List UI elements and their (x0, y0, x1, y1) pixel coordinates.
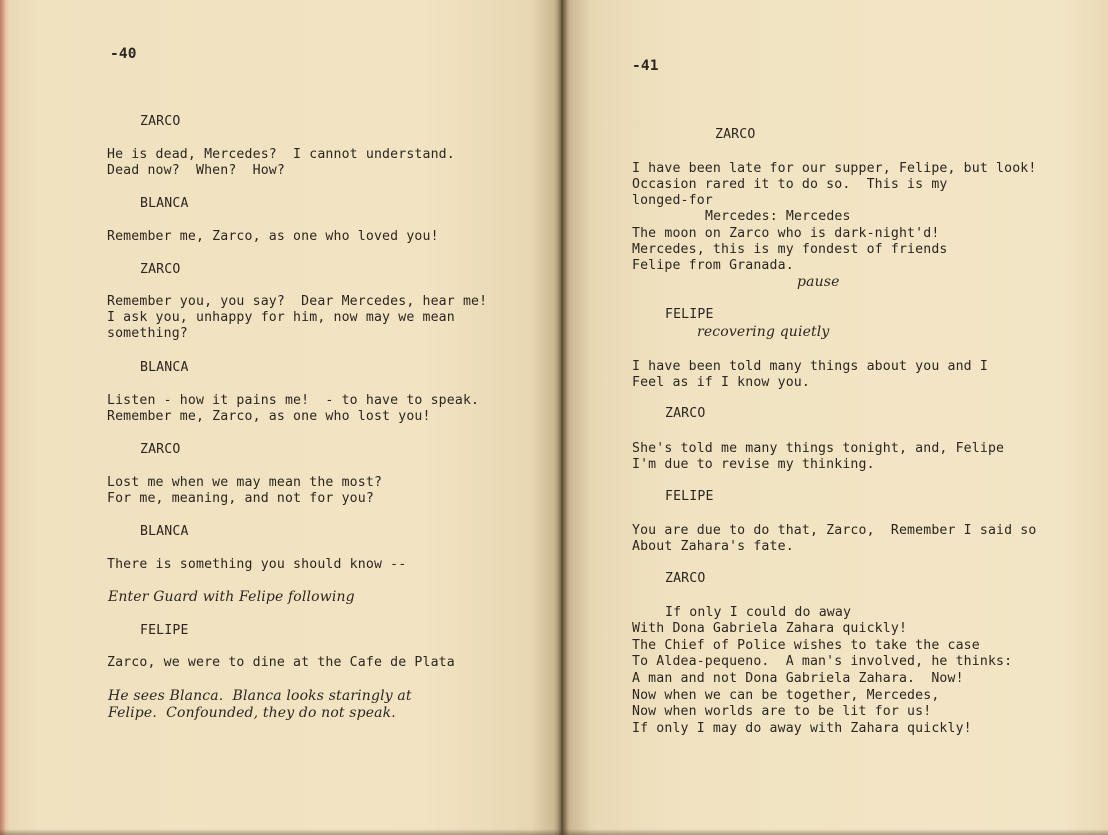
dialogue-line: He is dead, Mercedes? I cannot understand. (107, 147, 455, 162)
page-bottom-edge (0, 829, 1108, 835)
speaker-name: ZARCO (140, 262, 181, 277)
dialogue-line: Listen - how it pains me! - to have to speak. (107, 393, 480, 408)
stage-direction: He sees Blanca. Blanca looks staringly at (108, 688, 412, 704)
dialogue-line: About Zahara's fate. (632, 539, 794, 554)
dialogue-line: Mercedes: Mercedes (705, 209, 851, 224)
dialogue-line: Remember you, you say? Dear Mercedes, hear me! (107, 294, 488, 309)
dialogue-line: Zarco, we were to dine at the Cafe de Plata (107, 655, 455, 670)
speaker-name: BLANCA (140, 524, 189, 539)
speaker-name: ZARCO (140, 442, 181, 457)
dialogue-line: I have been told many things about you and I (632, 359, 988, 374)
dialogue-line: I ask you, unhappy for him, now may we mean (107, 310, 455, 325)
dialogue-line: There is something you should know -- (107, 557, 407, 572)
stage-direction: Enter Guard with Felipe following (108, 589, 355, 605)
dialogue-line: longed-for (632, 193, 713, 208)
dialogue-line: Mercedes, this is my fondest of friends (632, 242, 948, 257)
speaker-name: FELIPE (140, 623, 189, 638)
dialogue-line: A man and not Dona Gabriela Zahara. Now! (632, 671, 964, 686)
dialogue-line: With Dona Gabriela Zahara quickly! (632, 621, 908, 636)
dialogue-line: The Chief of Police wishes to take the case (632, 638, 980, 653)
dialogue-line: Now when worlds are to be lit for us! (632, 704, 932, 719)
speaker-name: FELIPE (665, 307, 714, 322)
book-gutter (554, 0, 570, 835)
speaker-name: BLANCA (140, 360, 189, 375)
dialogue-line: To Aldea-pequeno. A man's involved, he thinks: (632, 654, 1013, 669)
speaker-name: FELIPE (665, 489, 714, 504)
speaker-name: ZARCO (140, 114, 181, 129)
right-page-number: -41 (632, 58, 659, 74)
dialogue-line: something? (107, 326, 188, 341)
stage-direction: pause (797, 274, 840, 290)
stage-direction: recovering quietly (697, 324, 830, 340)
dialogue-line: She's told me many things tonight, and, Felipe (632, 441, 1005, 456)
dialogue-line: Lost me when we may mean the most? (107, 475, 383, 490)
dialogue-line: Remember me, Zarco, as one who lost you! (107, 409, 431, 424)
dialogue-line: If only I may do away with Zahara quickly! (632, 721, 972, 736)
speaker-name: ZARCO (665, 571, 706, 586)
speaker-name: ZARCO (715, 127, 756, 142)
dialogue-line: For me, meaning, and not for you? (107, 491, 374, 506)
speaker-name: ZARCO (665, 406, 706, 421)
dialogue-line: I have been late for our supper, Felipe, but look! (632, 161, 1037, 176)
dialogue-line: Dead now? When? How? (107, 163, 285, 178)
dialogue-line: Felipe from Granada. (632, 258, 794, 273)
dialogue-line: Remember me, Zarco, as one who loved you! (107, 229, 439, 244)
dialogue-line: I'm due to revise my thinking. (632, 457, 875, 472)
page-edge-strip (0, 0, 10, 835)
speaker-name: BLANCA (140, 196, 189, 211)
stage-direction: Felipe. Confounded, they do not speak. (108, 705, 396, 721)
dialogue-line: Feel as if I know you. (632, 375, 810, 390)
dialogue-line: If only I could do away (665, 605, 852, 620)
dialogue-line: The moon on Zarco who is dark-night'd! (632, 226, 940, 241)
right-page (562, 0, 1108, 835)
dialogue-line: Occasion rared it to do so. This is my (632, 177, 948, 192)
dialogue-line: You are due to do that, Zarco, Remember I said so (632, 523, 1037, 538)
left-page-number: -40 (110, 46, 137, 62)
dialogue-line: Now when we can be together, Mercedes, (632, 688, 940, 703)
